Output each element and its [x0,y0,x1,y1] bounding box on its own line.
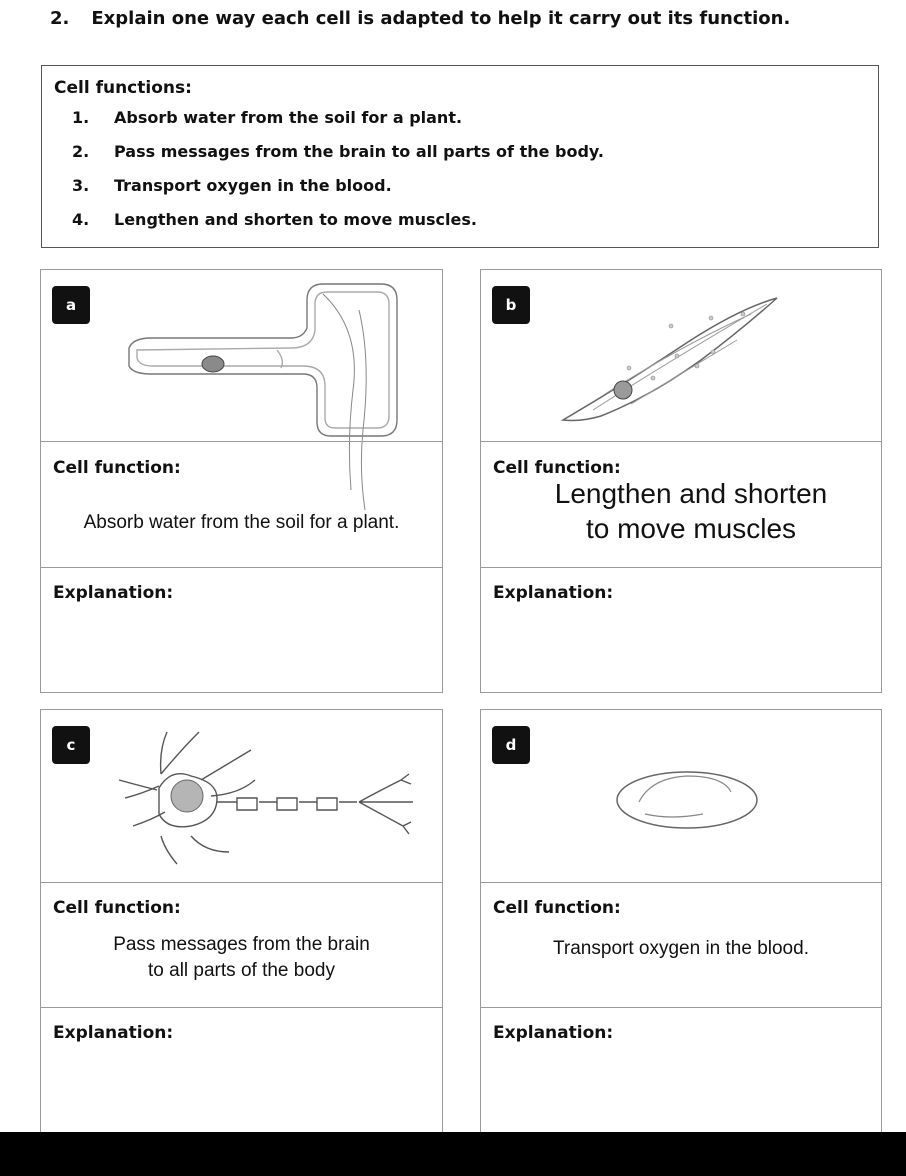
explanation-label: Explanation: [53,1023,174,1043]
cell-function-label: Cell function: [493,458,621,478]
cell-card-d [480,709,882,1139]
root-hair-cell-icon [41,270,444,694]
cell-letter-c: c [52,726,90,764]
list-item: 2. Pass messages from the brain to all parts of the body. [72,142,604,161]
cell-function-answer: Pass messages from the brain to all parts of the body [113,934,370,981]
cell-letter-b: b [492,286,530,324]
list-item: 4. Lengthen and shorten to move muscles. [72,210,477,229]
list-item: 3. Transport oxygen in the blood. [72,176,392,195]
cell-card-a [40,269,443,693]
list-item: 1. Absorb water from the soil for a plant. [72,108,463,127]
explanation-label: Explanation: [493,1023,614,1043]
question-text: Explain one way each cell is adapted to help it carry out its function. [91,8,791,29]
cell-function-label: Cell function: [53,458,181,478]
question-number: 2. [50,8,70,29]
cell-function-answer: Absorb water from the soil for a plant. [83,512,400,533]
cell-card-b [480,269,882,693]
cell-letter-a: a [52,286,90,324]
cell-card-c [40,709,443,1139]
cell-functions-heading: Cell functions: [54,78,192,98]
red-blood-cell-icon [481,710,883,1140]
cell-function-answer: Lengthen and shorten to move muscles [554,478,828,544]
explanation-label: Explanation: [493,583,614,603]
cell-function-label: Cell function: [53,898,181,918]
cell-functions-box [41,65,879,248]
cell-functions-list [72,108,604,244]
explanation-label: Explanation: [53,583,174,603]
cell-letter-d: d [492,726,530,764]
cell-function-label: Cell function: [493,898,621,918]
nerve-cell-icon [41,710,444,1140]
bottom-bar [0,1132,906,1176]
question-title [50,8,790,29]
cell-function-answer: Transport oxygen in the blood. [553,938,809,959]
